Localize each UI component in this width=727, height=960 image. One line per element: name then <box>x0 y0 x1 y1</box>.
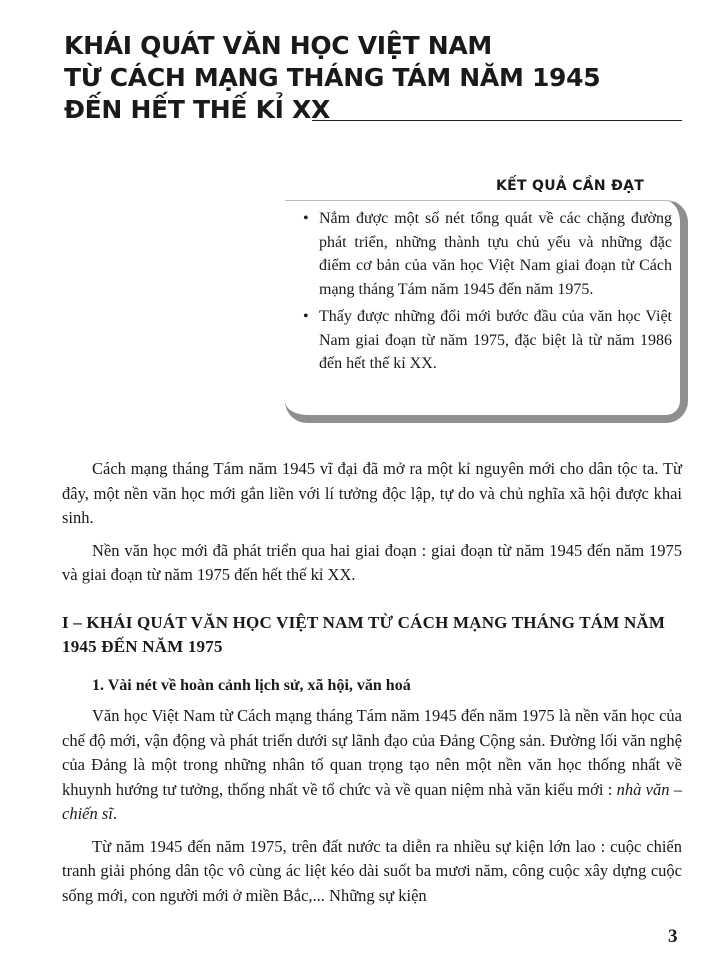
learning-outcomes-box <box>285 200 688 423</box>
title-line-2: TỪ CÁCH MẠNG THÁNG TÁM NĂM 1945 <box>64 63 601 92</box>
intro-paragraph-2: Nền văn học mới đã phát triển qua hai giai đoạn : giai đoạn từ năm 1945 đến năm 1975 và giai đoạn từ năm 1975 đến hết thế kỉ XX. <box>62 540 682 584</box>
section-body <box>62 704 682 916</box>
sentence-end: . <box>112 804 117 823</box>
outcome-item <box>303 207 672 301</box>
title-line-3: ĐẾN HẾT THẾ KỈ XX <box>64 95 330 124</box>
intro-paragraph-1: Cách mạng tháng Tám năm 1945 vĩ đại đã mở ra một kỉ nguyên mới cho dân tộc ta. Từ đây, một nền văn học mới gắn liền với lí tưởng độc lập, tự do và chủ nghĩa xã hội được khai sinh. <box>62 459 682 527</box>
section-paragraph-1-text: Văn học Việt Nam từ Cách mạng tháng Tám năm 1945 đến năm 1975 là nền văn học của chế độ mới, vận động và phát triển dưới sự lãnh đạo của Đảng Cộng sản. Đường lối văn nghệ của Đảng là một trong những nhân tố quan trọng tạo nên một nền văn học thống nhất về khuynh hướng tư tưởng, thống nhất về tổ chức và về quan niệm nhà văn kiểu mới : <box>62 706 682 799</box>
outcome-text: Thấy được những đổi mới bước đầu của văn học Việt Nam giai đoạn từ năm 1975, đặc biệt là từ năm 1986 đến hết thế kỉ XX. <box>319 308 672 372</box>
section-paragraph-1 <box>62 704 682 827</box>
section-paragraph-2: Từ năm 1945 đến năm 1975, trên đất nước ta diễn ra nhiều sự kiện lớn lao : cuộc chiến tranh giải phóng dân tộc vô cùng ác liệt kéo dài suốt ba mươi năm, công cuộc xây dựng cuộc sống mới, con người mới ở miền Bắc,... Những sự kiện <box>62 836 682 905</box>
outcome-item <box>303 305 672 376</box>
title-line-1: KHÁI QUÁT VĂN HỌC VIỆT NAM <box>64 31 492 60</box>
intro-text <box>62 457 682 596</box>
outcome-text: Nắm được một số nét tổng quát về các chặng đường phát triển, những thành tựu chủ yếu và những đặc điểm cơ bản của văn học Việt Nam giai đoạn từ Cách mạng tháng Tám năm 1945 đến năm 1975. <box>319 210 672 298</box>
section-heading: I – KHÁI QUÁT VĂN HỌC VIỆT NAM TỪ CÁCH MẠNG THÁNG TÁM NĂM 1945 ĐẾN NĂM 1975 <box>62 613 666 656</box>
page-number: 3 <box>668 926 678 947</box>
bullet-icon: • <box>303 308 309 325</box>
page-title <box>64 30 684 126</box>
emphasis-term: nhà văn – chiến sĩ <box>62 779 682 823</box>
bullet-icon: • <box>303 210 309 227</box>
subsection-heading: 1. Vài nét về hoàn cảnh lịch sử, xã hội, văn hoá <box>92 677 411 694</box>
title-underline-rule <box>312 120 682 121</box>
learning-outcomes-heading: KẾT QUẢ CẦN ĐẠT <box>496 178 645 194</box>
